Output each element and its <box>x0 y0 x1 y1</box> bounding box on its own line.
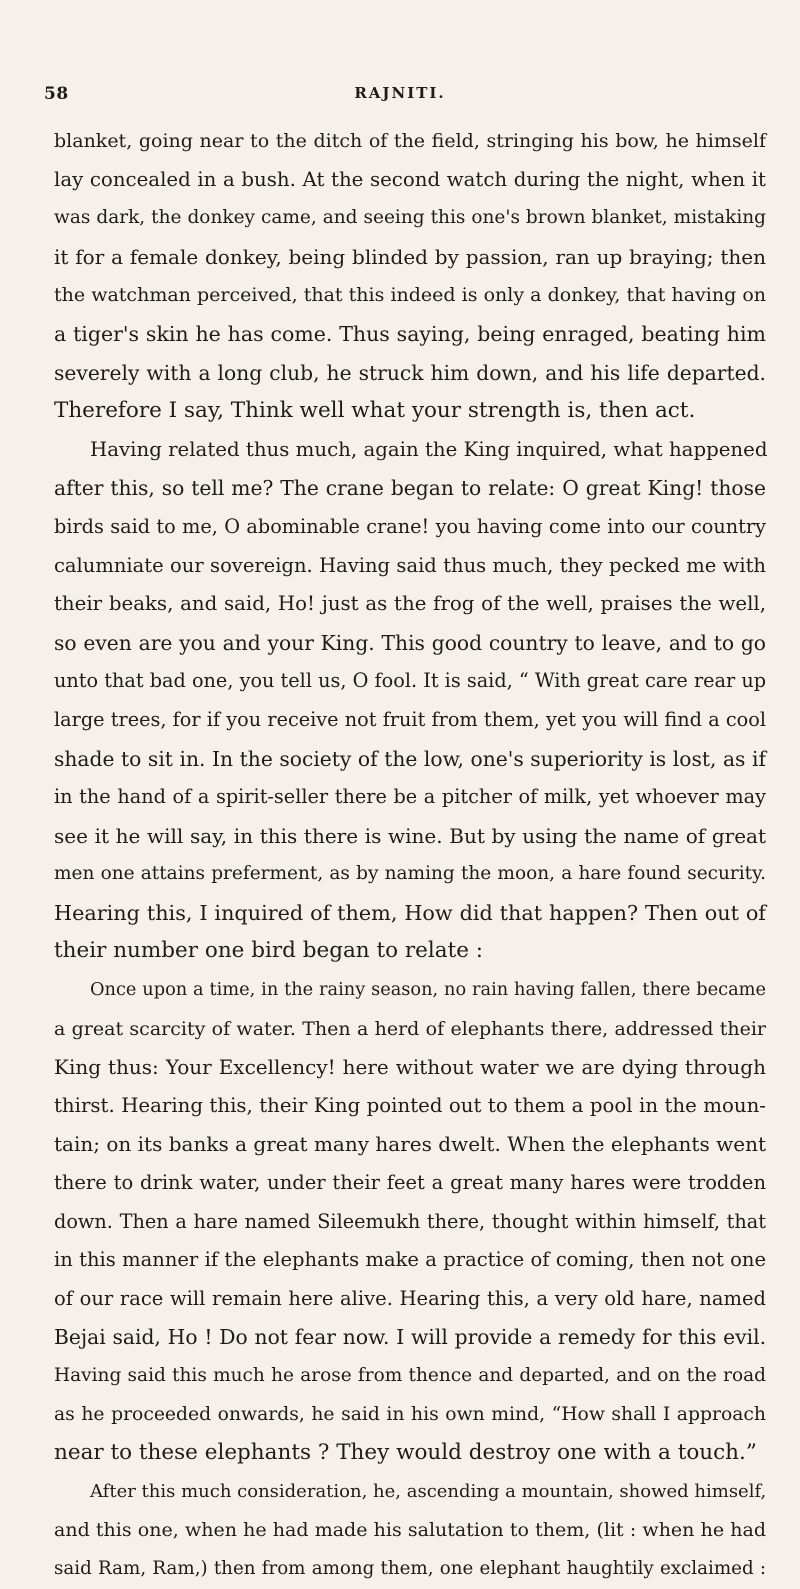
text-line: near to these elephants ? They would destroy one with a touch.” <box>54 1440 757 1466</box>
text-line: large trees, for if you receive not fruit from them, yet you will find a cool <box>54 707 766 731</box>
text-line: calumniate our sovereign. Having said thus much, they pecked me with <box>54 553 766 577</box>
text-line: lay concealed in a bush. At the second watch during the night, when it <box>54 167 766 191</box>
text-line: of our race will remain here alive. Hearing this, a very old hare, named <box>54 1286 766 1310</box>
text-line: as he proceeded onwards, he said in his own mind, “How shall I approach <box>54 1403 766 1425</box>
text-line: Therefore I say, Think well what your strength is, then act. <box>54 398 696 424</box>
text-line: birds said to me, O abominable crane! you having come into our country <box>54 514 766 538</box>
running-title: RAJNITI. <box>354 84 446 102</box>
text-line: Having said this much he arose from thence and departed, and on the road <box>54 1365 766 1386</box>
text-line: in the hand of a spirit-seller there be a pitcher of milk, yet whoever may <box>54 785 766 809</box>
text-line: after this, so tell me? The crane began to relate: O great King! those <box>54 476 766 501</box>
text-line: thirst. Hearing this, their King pointed out to them a pool in the moun- <box>54 1093 766 1117</box>
text-line: down. Then a hare named Sileemukh there, thought within himself, that <box>54 1209 766 1233</box>
text-line: there to drink water, under their feet a great many hares were trodden <box>54 1171 766 1195</box>
page-number: 58 <box>44 84 69 104</box>
text-line: unto that bad one, you tell us, O fool. It is said, “ With great care rear up <box>54 669 767 693</box>
body-text <box>54 122 766 1589</box>
text-line: Hearing this, I inquired of them, How did that happen? Then out of <box>54 900 766 925</box>
text-line: see it he will say, in this there is wine. But by using the name of great <box>54 823 766 848</box>
text-line: Bejai said, Ho ! Do not fear now. I will provide a remedy for this evil. <box>54 1325 766 1350</box>
text-line: a tiger's skin he has come. Thus saying, being enraged, beating him <box>54 321 766 346</box>
text-line: was dark, the donkey came, and seeing this one's brown blanket, mistaking <box>54 207 766 229</box>
text-line: and this one, when he had made his salutation to them, (lit : when he had <box>54 1519 766 1542</box>
text-line: Having related thus much, again the King inquired, what happened <box>90 437 768 461</box>
text-line: After this much consideration, he, ascending a mountain, showed himself, <box>90 1480 767 1502</box>
text-line: it for a female donkey, being blinded by passion, ran up braying; then <box>54 244 766 269</box>
text-line: said Ram, Ram,) then from among them, one elephant haughtily exclaimed : <box>54 1557 766 1579</box>
text-line: tain; on its banks a great many hares dwelt. When the elephants went <box>54 1132 766 1157</box>
text-line: King thus: Your Excellency! here without water we are dying through <box>54 1055 766 1080</box>
text-line: shade to sit in. In the society of the low, one's superiority is lost, as if <box>54 746 766 771</box>
text-line: so even are you and your King. This good country to leave, and to go <box>54 630 766 655</box>
text-line: the watchman perceived, that this indeed is only a donkey, that having on <box>54 284 766 307</box>
text-line: Once upon a time, in the rainy season, no rain having fallen, there became <box>90 980 766 1001</box>
text-line: their number one bird began to relate : <box>54 938 484 964</box>
text-line: a great scarcity of water. Then a herd of elephants there, addressed their <box>54 1017 766 1040</box>
text-line: men one attains preferment, as by naming the moon, a hare found security. <box>54 863 766 885</box>
text-line: severely with a long club, he struck him down, and his life departed. <box>54 360 766 385</box>
text-line: in this manner if the elephants make a practice of coming, then not one <box>54 1248 766 1272</box>
text-line: their beaks, and said, Ho! just as the frog of the well, praises the well, <box>54 592 766 616</box>
text-line: blanket, going near to the ditch of the field, stringing his bow, he himself <box>54 130 766 152</box>
running-header <box>0 84 800 108</box>
